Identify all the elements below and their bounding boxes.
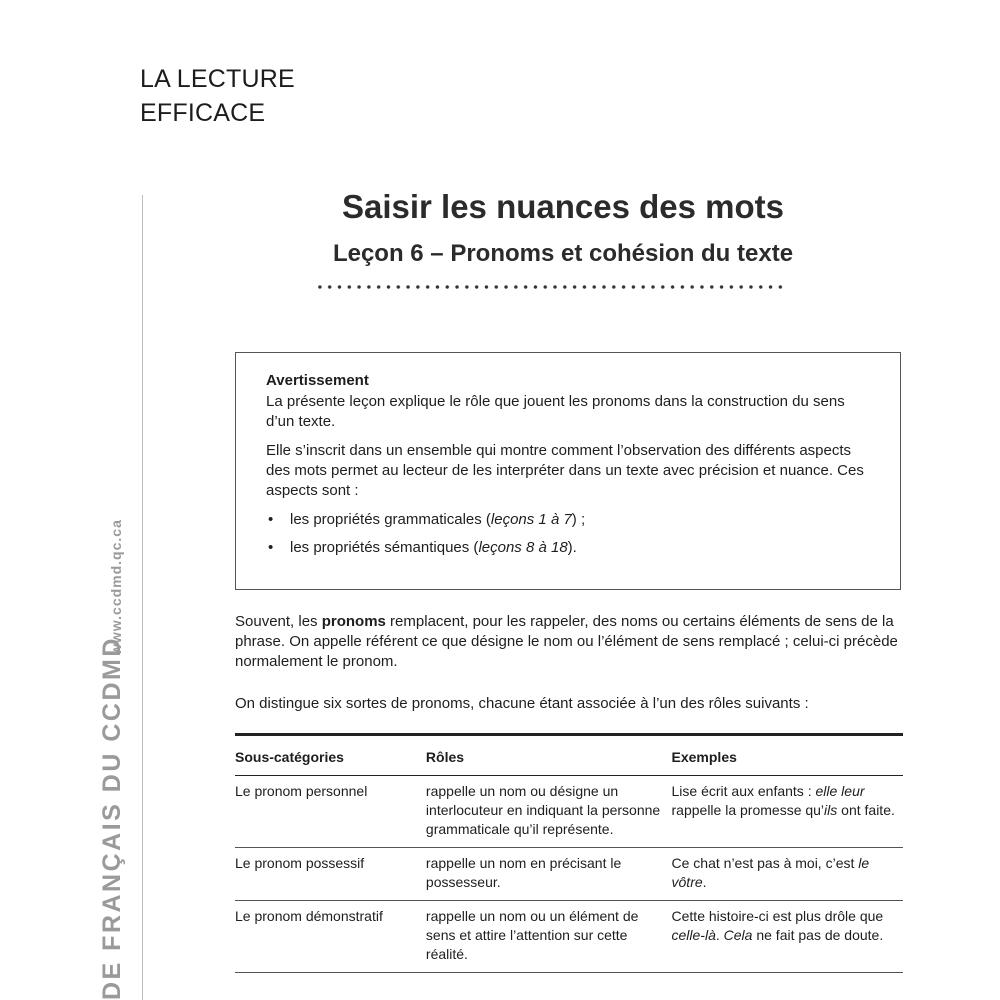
example-text: . <box>702 874 707 890</box>
series-logo-line-1: LA LECTURE <box>140 65 295 93</box>
example-pronoun: ils <box>824 802 838 818</box>
sidebar-divider <box>142 195 143 1000</box>
lesson-subtitle: Leçon 6 – Pronoms et cohésion du texte <box>332 240 794 267</box>
example-pronoun: celle-là <box>671 927 716 943</box>
sidebar-vertical-text <box>82 480 142 1000</box>
bullet-reference: leçons 1 à 7 <box>490 511 572 528</box>
intro-paragraph <box>235 612 903 672</box>
intro-keyword: pronoms <box>321 613 386 630</box>
warning-box <box>235 352 901 590</box>
bullet-end: ) ; <box>571 511 586 528</box>
example-text: ont faite. <box>837 802 895 818</box>
example-text: ne fait pas de doute. <box>752 927 884 943</box>
bullet-end: ). <box>567 539 577 556</box>
series-logo <box>140 62 295 130</box>
example-text: rappelle la promesse qu’ <box>671 802 825 818</box>
dotted-separator <box>315 284 787 290</box>
table-row <box>235 901 903 973</box>
intro-text-start: Souvent, les <box>235 613 322 630</box>
intro-text-end: remplacent, pour les rappeler, des noms ou certains éléments de sens de la phrase. On appelle référent ce que désigne le nom ou l’élément de sens remplacé ; celui-ci précède normalement le pronom. <box>235 613 898 670</box>
warning-heading: Avertissement <box>266 372 369 389</box>
column-header-categories: Sous-catégories <box>235 735 426 776</box>
column-header-roles: Rôles <box>426 735 672 776</box>
category-cell: Le pronom démonstratif <box>235 901 426 973</box>
bullet-reference: leçons 8 à 18 <box>478 539 568 556</box>
example-text: Cette histoire-ci est plus drôle que <box>671 908 884 924</box>
table-header-row <box>235 735 903 776</box>
example-text: Lise écrit aux enfants : <box>671 783 816 799</box>
sidebar-publisher: DE FRANÇAIS DU CCDMD <box>98 636 126 1000</box>
category-cell: Le pronom possessif <box>235 848 426 901</box>
example-cell <box>672 848 903 901</box>
table-row <box>235 848 903 901</box>
warning-list <box>266 510 876 558</box>
column-header-examples: Exemples <box>672 735 903 776</box>
example-pronoun: le vôtre <box>671 855 870 890</box>
bullet-text: les propriétés sémantiques ( <box>290 539 479 556</box>
table-row <box>235 776 903 848</box>
role-cell: rappelle un nom en précisant le possesseur. <box>426 848 672 901</box>
sidebar-url: www.ccdmd.qc.ca <box>108 519 124 655</box>
example-cell <box>672 776 903 848</box>
example-pronoun: elle leur <box>815 783 865 799</box>
series-logo-line-2: EFFICACE <box>140 99 266 127</box>
role-cell: rappelle un nom ou un élément de sens et attire l’attention sur cette réalité. <box>426 901 672 973</box>
warning-list-item <box>266 538 876 558</box>
table-intro-paragraph: On distingue six sortes de pronoms, chacune étant associée à l’un des rôles suivants : <box>235 695 809 712</box>
example-text: Ce chat n’est pas à moi, c’est <box>671 855 859 871</box>
example-text: . <box>715 927 724 943</box>
category-cell: Le pronom personnel <box>235 776 426 848</box>
warning-list-item <box>266 510 876 530</box>
example-cell <box>672 901 903 973</box>
page-title: Saisir les nuances des mots <box>341 188 785 225</box>
pronoun-table <box>235 733 903 973</box>
bullet-text: les propriétés grammaticales ( <box>290 511 491 528</box>
warning-paragraph-1: La présente leçon explique le rôle que jouent les pronoms dans la construction du sens d’un texte. <box>266 393 845 430</box>
warning-paragraph-2: Elle s’inscrit dans un ensemble qui montre comment l’observation des différents aspects des mots permet au lecteur de les interpréter dans un texte avec précision et nuance. Ces aspects sont : <box>266 442 864 499</box>
warning-content <box>266 371 876 566</box>
example-pronoun: Cela <box>723 927 753 943</box>
role-cell: rappelle un nom ou désigne un interlocuteur en indiquant la personne grammaticale qu’il représente. <box>426 776 672 848</box>
